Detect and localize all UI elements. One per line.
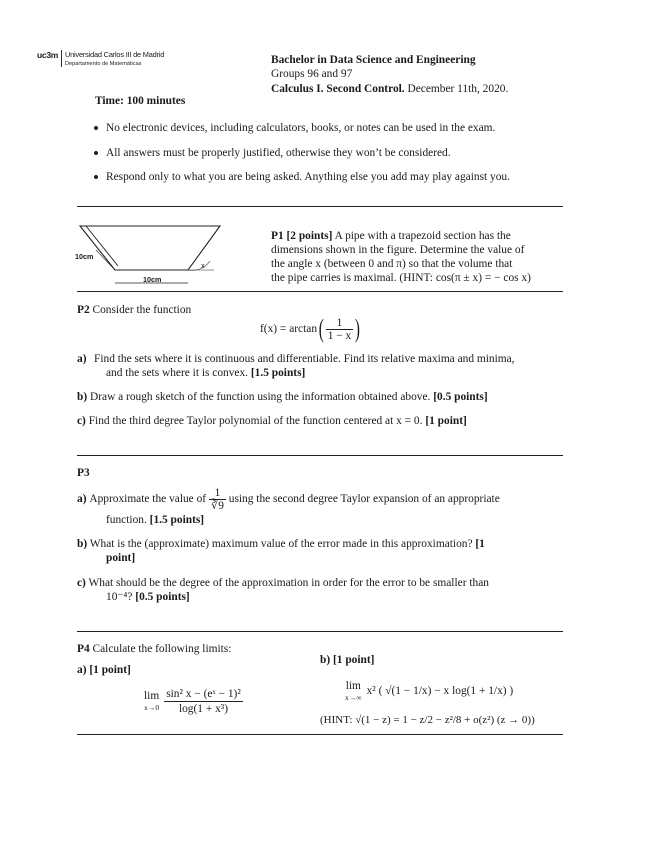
p2-intro-text: Consider the function bbox=[92, 304, 192, 316]
p2-a-text: and the sets where it is convex. bbox=[106, 367, 249, 379]
logo-mark: uc3m bbox=[37, 50, 59, 60]
p3-a-text-2: using the second degree Taylor expansion of an appropriate bbox=[228, 493, 500, 505]
p4-a-lim: lim bbox=[144, 690, 160, 702]
p4-a-points: [1 point] bbox=[89, 664, 131, 676]
p1-line-3: the angle x (between 0 and π) so that the volume that bbox=[271, 258, 513, 270]
p4-b-lim-sub: x→∞ bbox=[345, 693, 362, 702]
section-divider bbox=[77, 734, 563, 735]
rule-item: Respond only to what you are being asked. Anything else you add may play against you. bbox=[106, 171, 510, 183]
p3-a-fraction-num: 1 bbox=[209, 487, 226, 500]
section-divider bbox=[77, 455, 563, 456]
p3-a-text-3: function. bbox=[106, 514, 147, 526]
p4-b-expr: x² ( √(1 − 1/x) − x log(1 + 1/x) ) bbox=[366, 685, 514, 697]
p4-intro bbox=[77, 642, 231, 656]
p4-a-num: sin² x − (eˣ − 1)² bbox=[166, 687, 241, 700]
rule-item: No electronic devices, including calculators, books, or notes can be used in the exam. bbox=[106, 122, 496, 134]
p4-b-limit bbox=[343, 678, 513, 704]
p4-a-lim-operator bbox=[142, 690, 161, 712]
p3-c-text: What should be the degree of the approximation in order for the error to be smaller than bbox=[88, 577, 489, 589]
p2-b-text: Draw a rough sketch of the function using the information obtained above. bbox=[90, 391, 431, 403]
p2-c-text: Find the third degree Taylor polynomial of the function centered at x = 0. bbox=[88, 415, 423, 427]
groups-line: Groups 96 and 97 bbox=[271, 68, 353, 80]
rule-item: All answers must be properly justified, otherwise they won’t be considered. bbox=[106, 147, 451, 159]
section-divider bbox=[77, 631, 563, 632]
section-divider bbox=[77, 206, 563, 207]
p3-b-line-1 bbox=[77, 537, 485, 551]
p4-intro-text: Calculate the following limits: bbox=[92, 643, 232, 655]
bullet-icon bbox=[94, 151, 98, 155]
p3-label: P3 bbox=[77, 467, 90, 479]
figure-angle-label: x bbox=[201, 261, 205, 270]
figure-side-label: 10cm bbox=[75, 252, 94, 261]
p4-b-lim-operator bbox=[343, 680, 364, 702]
p4-b-lim: lim bbox=[345, 680, 361, 692]
p4-b-points: [1 point] bbox=[333, 654, 375, 666]
p4-b-hint: (HINT: √(1 − z) = 1 − z/2 − z²/8 + o(z²) (z → 0)) bbox=[320, 714, 535, 726]
p4-a-heading bbox=[77, 663, 131, 677]
exam-date: December 11th, 2020. bbox=[407, 83, 509, 95]
p2-a-label: a) bbox=[77, 353, 87, 365]
logo-department: Departamento de Matemáticas bbox=[65, 61, 142, 67]
p1-points: [2 points] bbox=[286, 230, 333, 242]
side-dimension-line bbox=[96, 250, 115, 270]
p1-label: P1 bbox=[271, 230, 284, 242]
left-paren: ( bbox=[318, 314, 324, 343]
p4-a-label: a) bbox=[77, 664, 87, 676]
program-title: Bachelor in Data Science and Engineering bbox=[271, 54, 476, 66]
section-divider bbox=[77, 291, 563, 292]
p2-fraction bbox=[326, 317, 354, 342]
p3-c-points: [0.5 points] bbox=[135, 591, 190, 603]
p2-a-line-2 bbox=[106, 366, 305, 380]
p3-c-text-2: 10⁻⁴? bbox=[106, 591, 133, 603]
p3-c-label: c) bbox=[77, 577, 86, 589]
p3-a-line-2 bbox=[106, 513, 204, 527]
figure-bottom-label: 10cm bbox=[143, 275, 162, 284]
p2-formula bbox=[260, 314, 362, 344]
course-line bbox=[271, 82, 508, 96]
p3-a-line-1 bbox=[77, 484, 500, 514]
right-paren: ) bbox=[354, 314, 361, 343]
p4-label: P4 bbox=[77, 643, 90, 655]
time-limit: Time: 100 minutes bbox=[95, 95, 186, 107]
p3-b-text: What is the (approximate) maximum value of the error made in this approximation? bbox=[89, 538, 473, 550]
p2-c-line bbox=[77, 414, 467, 428]
p1-text: A pipe with a trapezoid section has the bbox=[334, 230, 511, 242]
p3-c-line-1 bbox=[77, 576, 489, 590]
p3-a-label: a) bbox=[77, 493, 87, 505]
trapezoid-outline bbox=[80, 226, 220, 270]
p2-label: P2 bbox=[77, 304, 90, 316]
p3-b-points-2: point] bbox=[106, 552, 136, 564]
p2-c-points: [1 point] bbox=[425, 415, 467, 427]
p3-b-label: b) bbox=[77, 538, 88, 550]
p4-b-heading bbox=[320, 653, 374, 667]
bullet-icon bbox=[94, 126, 98, 130]
logo-university: Universidad Carlos III de Madrid bbox=[65, 50, 165, 59]
p3-c-line-2 bbox=[106, 590, 190, 604]
p3-a-points: [1.5 points] bbox=[149, 514, 205, 526]
p2-fraction-num: 1 bbox=[326, 317, 354, 330]
p1-line-2: dimensions shown in the figure. Determine the value of bbox=[271, 244, 525, 256]
p2-a-points: [1.5 points] bbox=[250, 367, 306, 379]
p4-b-label: b) bbox=[320, 654, 331, 666]
p1-line-1 bbox=[271, 229, 511, 243]
p3-a-text-1: Approximate the value of bbox=[89, 493, 207, 505]
p2-a-line-1: Find the sets where it is continuous and differentiable. Find its relative maxima and minima, bbox=[94, 353, 515, 365]
p3-a-fraction bbox=[209, 487, 226, 512]
logo-divider bbox=[61, 50, 62, 67]
bullet-icon bbox=[94, 175, 98, 179]
course-title: Calculus I. Second Control. bbox=[271, 83, 405, 95]
p2-c-label: c) bbox=[77, 415, 86, 427]
p4-a-den: log(1 + x³) bbox=[178, 702, 229, 715]
p2-intro bbox=[77, 303, 191, 317]
p3-a-fraction-den: ∛9 bbox=[210, 499, 224, 512]
p2-formula-lhs: f(x) = arctan bbox=[260, 323, 318, 335]
p2-fraction-den: 1 − x bbox=[327, 329, 352, 342]
p2-b-line bbox=[77, 390, 488, 404]
p2-b-label: b) bbox=[77, 391, 88, 403]
p4-a-lim-sub: x→0 bbox=[144, 703, 160, 712]
p2-b-points: [0.5 points] bbox=[433, 391, 488, 403]
university-logo bbox=[37, 49, 187, 71]
p1-line-4: the pipe carries is maximal. (HINT: cos(π ± x) = − cos x) bbox=[271, 272, 531, 284]
p4-a-fraction bbox=[164, 687, 243, 716]
p4-a-limit bbox=[142, 684, 243, 718]
p3-b-points-1: [1 bbox=[475, 538, 485, 550]
